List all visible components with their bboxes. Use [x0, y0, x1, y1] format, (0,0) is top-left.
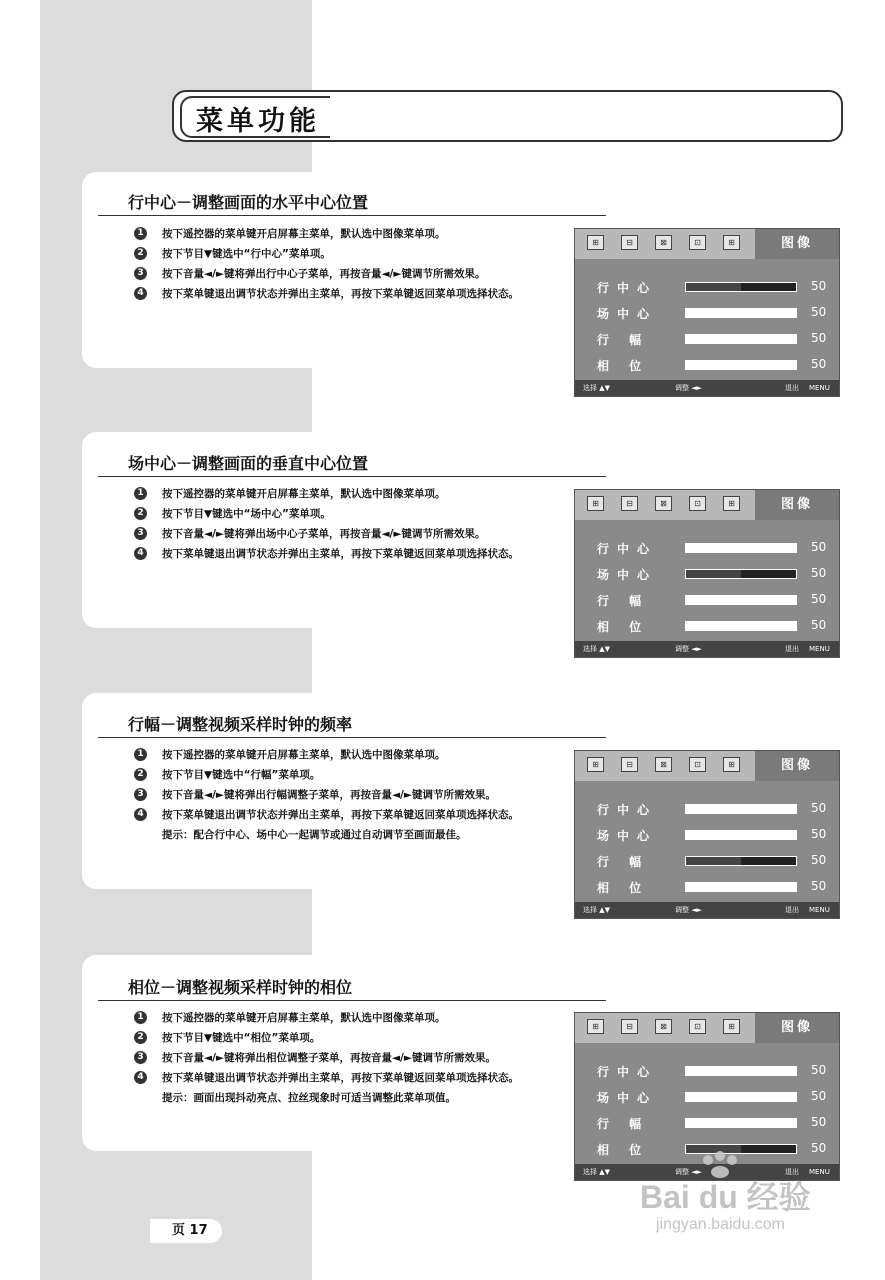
watermark-url: jingyan.baidu.com [656, 1216, 785, 1233]
osd-active-tab: 图像 [755, 751, 839, 781]
osd-menu-tab-icon: ⊞ [723, 235, 740, 250]
step-item [134, 1048, 564, 1068]
step-number: 4 [134, 287, 147, 300]
osd-level-fill [686, 1093, 741, 1101]
osd-row-label: 场中心 [597, 568, 658, 582]
osd-row-label: 相 位 [597, 881, 650, 895]
osd-row-value: 50 [811, 618, 827, 632]
steps-list-1 [134, 224, 564, 304]
osd-level-bar [685, 595, 797, 605]
osd-menu-tab-icon: ⊠ [655, 757, 672, 772]
osd-level-bar [685, 830, 797, 840]
osd-row-value: 50 [811, 279, 827, 293]
osd-level-bar [685, 1066, 797, 1076]
step-item [134, 544, 564, 564]
osd-tab-strip [575, 490, 839, 520]
osd-row-value: 50 [811, 827, 827, 841]
osd-row-label: 相 位 [597, 1143, 650, 1157]
osd-level-bar [685, 1092, 797, 1102]
osd-level-bar [685, 360, 797, 370]
osd-row [575, 1113, 839, 1133]
step-text: 按下菜单键退出调节状态并弹出主菜单，再按下菜单键返回菜单项选择状态。 [162, 1072, 519, 1084]
osd-menu-tab-icon: ⊞ [723, 757, 740, 772]
step-item [134, 524, 564, 544]
osd-menu-tab-icon: ⊡ [689, 1019, 706, 1034]
osd-level-fill [686, 805, 741, 813]
steps-list-3 [134, 745, 564, 845]
step-number: 3 [134, 1051, 147, 1064]
osd-level-fill [686, 831, 741, 839]
step-number: 3 [134, 788, 147, 801]
osd-row [575, 355, 839, 375]
osd-row [575, 564, 839, 584]
osd-footer-select: 选择 ▲▼ [583, 645, 610, 653]
osd-row [575, 538, 839, 558]
step-number: 2 [134, 768, 147, 781]
step-item [134, 1068, 564, 1088]
section-title-3: 行幅－调整视频采样时钟的频率 [128, 715, 353, 734]
osd-level-fill [686, 857, 741, 865]
osd-active-tab: 图像 [755, 229, 839, 259]
osd-row-value: 50 [811, 1141, 827, 1155]
step-text: 按下音量◄/►键将弹出行幅调整子菜单，再按音量◄/►键调节所需效果。 [162, 789, 496, 801]
osd-row [575, 825, 839, 845]
osd-footer-menu-key: MENU [809, 384, 830, 392]
osd-row-label: 行中心 [597, 1065, 658, 1079]
step-item [134, 745, 564, 765]
section-title-1: 行中心－调整画面的水平中心位置 [128, 193, 369, 212]
osd-footer-exit: 退出 [785, 645, 799, 653]
step-text: 按下菜单键退出调节状态并弹出主菜单，再按下菜单键返回菜单项选择状态。 [162, 548, 519, 560]
osd-screen-2 [574, 489, 840, 658]
osd-level-fill [686, 596, 741, 604]
osd-active-tab: 图像 [755, 1013, 839, 1043]
osd-row-label: 行中心 [597, 803, 658, 817]
osd-level-fill [686, 1067, 741, 1075]
osd-row-label: 相 位 [597, 620, 650, 634]
step-text: 按下遥控器的菜单键开启屏幕主菜单，默认选中图像菜单项。 [162, 228, 446, 240]
step-text: 按下节目▼键选中“相位”菜单项。 [162, 1032, 321, 1044]
osd-row-value: 50 [811, 853, 827, 867]
osd-row [575, 303, 839, 323]
step-text: 按下节目▼键选中“行幅”菜单项。 [162, 769, 321, 781]
osd-menu-tab-icon: ⊞ [587, 496, 604, 511]
osd-row [575, 877, 839, 897]
osd-row-label: 相 位 [597, 359, 650, 373]
page-number-label: 页 17 [150, 1219, 222, 1243]
osd-row-label: 行中心 [597, 281, 658, 295]
step-text: 按下音量◄/►键将弹出行中心子菜单，再按音量◄/►键调节所需效果。 [162, 268, 486, 280]
section-rule-2 [98, 476, 606, 477]
step-number: 1 [134, 487, 147, 500]
osd-menu-tab-icon: ⊠ [655, 496, 672, 511]
step-number: 4 [134, 1071, 147, 1084]
osd-row-label: 场中心 [597, 1091, 658, 1105]
osd-row-value: 50 [811, 879, 827, 893]
osd-level-bar [685, 282, 797, 292]
osd-active-tab: 图像 [755, 490, 839, 520]
step-text: 按下音量◄/►键将弹出场中心子菜单，再按音量◄/►键调节所需效果。 [162, 528, 486, 540]
osd-level-bar [685, 621, 797, 631]
osd-screen-3 [574, 750, 840, 919]
osd-level-fill [686, 570, 741, 578]
page-header [172, 90, 843, 142]
osd-level-fill [686, 1119, 741, 1127]
osd-row-label: 行 幅 [597, 594, 650, 608]
osd-screen-1 [574, 228, 840, 397]
step-text: 按下菜单键退出调节状态并弹出主菜单，再按下菜单键返回菜单项选择状态。 [162, 288, 519, 300]
osd-menu-tab-icon: ⊠ [655, 235, 672, 250]
osd-row-value: 50 [811, 566, 827, 580]
osd-menu-tab-icon: ⊞ [587, 235, 604, 250]
osd-level-fill [686, 361, 741, 369]
osd-footer-menu-key: MENU [809, 906, 830, 914]
osd-menu-tab-icon: ⊡ [689, 235, 706, 250]
step-text: 按下遥控器的菜单键开启屏幕主菜单，默认选中图像菜单项。 [162, 488, 446, 500]
step-item [134, 244, 564, 264]
osd-menu-tab-icon: ⊟ [621, 1019, 638, 1034]
osd-row [575, 1061, 839, 1081]
osd-level-bar [685, 569, 797, 579]
step-number: 1 [134, 748, 147, 761]
osd-footer [575, 641, 839, 657]
step-number: 3 [134, 527, 147, 540]
step-number: 1 [134, 1011, 147, 1024]
step-number: 2 [134, 1031, 147, 1044]
osd-row [575, 851, 839, 871]
osd-row-label: 场中心 [597, 829, 658, 843]
osd-level-bar [685, 543, 797, 553]
step-number: 4 [134, 808, 147, 821]
watermark [640, 1150, 860, 1250]
osd-menu-tab-icon: ⊟ [621, 496, 638, 511]
step-text: 按下遥控器的菜单键开启屏幕主菜单，默认选中图像菜单项。 [162, 1012, 446, 1024]
osd-row-value: 50 [811, 801, 827, 815]
page-title: 菜单功能 [196, 106, 320, 137]
osd-footer-exit: 退出 [785, 906, 799, 914]
osd-menu-tab-icon: ⊠ [655, 1019, 672, 1034]
osd-row [575, 1087, 839, 1107]
osd-menu-tab-icon: ⊡ [689, 757, 706, 772]
osd-row-label: 行 幅 [597, 1117, 650, 1131]
section-title-4: 相位－调整视频采样时钟的相位 [128, 978, 353, 997]
osd-row-value: 50 [811, 592, 827, 606]
osd-footer-adjust: 调整 ◄► [675, 645, 702, 653]
osd-footer-menu-key: MENU [809, 645, 830, 653]
osd-menu-tab-icon: ⊞ [587, 757, 604, 772]
steps-list-4 [134, 1008, 564, 1108]
step-text: 按下遥控器的菜单键开启屏幕主菜单，默认选中图像菜单项。 [162, 749, 446, 761]
osd-menu-tab-icon: ⊞ [723, 496, 740, 511]
osd-footer-exit: 退出 [785, 1168, 799, 1176]
step-item [134, 1028, 564, 1048]
section-rule-4 [98, 1000, 606, 1001]
step-text: 按下节目▼键选中“行中心”菜单项。 [162, 248, 331, 260]
step-text: 按下菜单键退出调节状态并弹出主菜单，再按下菜单键返回菜单项选择状态。 [162, 809, 519, 821]
step-item [134, 484, 564, 504]
osd-tab-strip [575, 229, 839, 259]
osd-menu-tab-icon: ⊟ [621, 235, 638, 250]
osd-row [575, 616, 839, 636]
osd-footer-adjust: 调整 ◄► [675, 1168, 702, 1176]
step-text: 按下节目▼键选中“场中心”菜单项。 [162, 508, 331, 520]
steps-list-2 [134, 484, 564, 564]
osd-footer-adjust: 调整 ◄► [675, 906, 702, 914]
osd-level-fill [686, 544, 741, 552]
osd-level-fill [686, 883, 741, 891]
osd-footer [575, 380, 839, 396]
osd-footer-adjust: 调整 ◄► [675, 384, 702, 392]
step-number: 2 [134, 507, 147, 520]
step-item [134, 805, 564, 825]
osd-level-fill [686, 283, 741, 291]
osd-level-fill [686, 309, 741, 317]
osd-row-label: 行 幅 [597, 333, 650, 347]
osd-menu-tab-icon: ⊡ [689, 496, 706, 511]
osd-level-bar [685, 334, 797, 344]
osd-row-value: 50 [811, 1115, 827, 1129]
step-number: 4 [134, 547, 147, 560]
step-number: 2 [134, 247, 147, 260]
tip-text: 提示：画面出现抖动亮点、拉丝现象时可适当调整此菜单项值。 [162, 1092, 456, 1104]
osd-row-value: 50 [811, 357, 827, 371]
osd-row [575, 590, 839, 610]
osd-footer-select: 选择 ▲▼ [583, 906, 610, 914]
osd-row [575, 329, 839, 349]
step-item [134, 1008, 564, 1028]
osd-row [575, 799, 839, 819]
osd-row-value: 50 [811, 305, 827, 319]
section-rule-1 [98, 215, 606, 216]
osd-footer-select: 选择 ▲▼ [583, 384, 610, 392]
osd-menu-tab-icon: ⊟ [621, 757, 638, 772]
osd-level-bar [685, 1118, 797, 1128]
osd-row [575, 277, 839, 297]
osd-level-bar [685, 882, 797, 892]
osd-footer-select: 选择 ▲▼ [583, 1168, 610, 1176]
osd-level-bar [685, 856, 797, 866]
osd-row-label: 行中心 [597, 542, 658, 556]
tip-text: 提示：配合行中心、场中心一起调节或通过自动调节至画面最佳。 [162, 829, 467, 841]
step-item [134, 504, 564, 524]
osd-tab-strip [575, 1013, 839, 1043]
osd-row-value: 50 [811, 1063, 827, 1077]
osd-row-label: 行 幅 [597, 855, 650, 869]
osd-row-label: 场中心 [597, 307, 658, 321]
step-item [134, 284, 564, 304]
step-number: 3 [134, 267, 147, 280]
osd-level-bar [685, 804, 797, 814]
osd-row-value: 50 [811, 540, 827, 554]
osd-row-value: 50 [811, 331, 827, 345]
osd-level-fill [686, 622, 741, 630]
osd-row-value: 50 [811, 1089, 827, 1103]
osd-footer-menu-key: MENU [809, 1168, 830, 1176]
step-item [134, 785, 564, 805]
osd-menu-tab-icon: ⊞ [587, 1019, 604, 1034]
step-number: 1 [134, 227, 147, 240]
step-text: 按下音量◄/►键将弹出相位调整子菜单，再按音量◄/►键调节所需效果。 [162, 1052, 496, 1064]
osd-footer [575, 902, 839, 918]
section-title-2: 场中心－调整画面的垂直中心位置 [128, 454, 369, 473]
step-item [134, 765, 564, 785]
watermark-brand: Bai du 经验 [640, 1179, 811, 1215]
osd-footer-exit: 退出 [785, 384, 799, 392]
osd-level-bar [685, 308, 797, 318]
osd-menu-tab-icon: ⊞ [723, 1019, 740, 1034]
step-item [134, 264, 564, 284]
step-item [134, 224, 564, 244]
section-rule-3 [98, 737, 606, 738]
osd-tab-strip [575, 751, 839, 781]
osd-level-fill [686, 335, 741, 343]
